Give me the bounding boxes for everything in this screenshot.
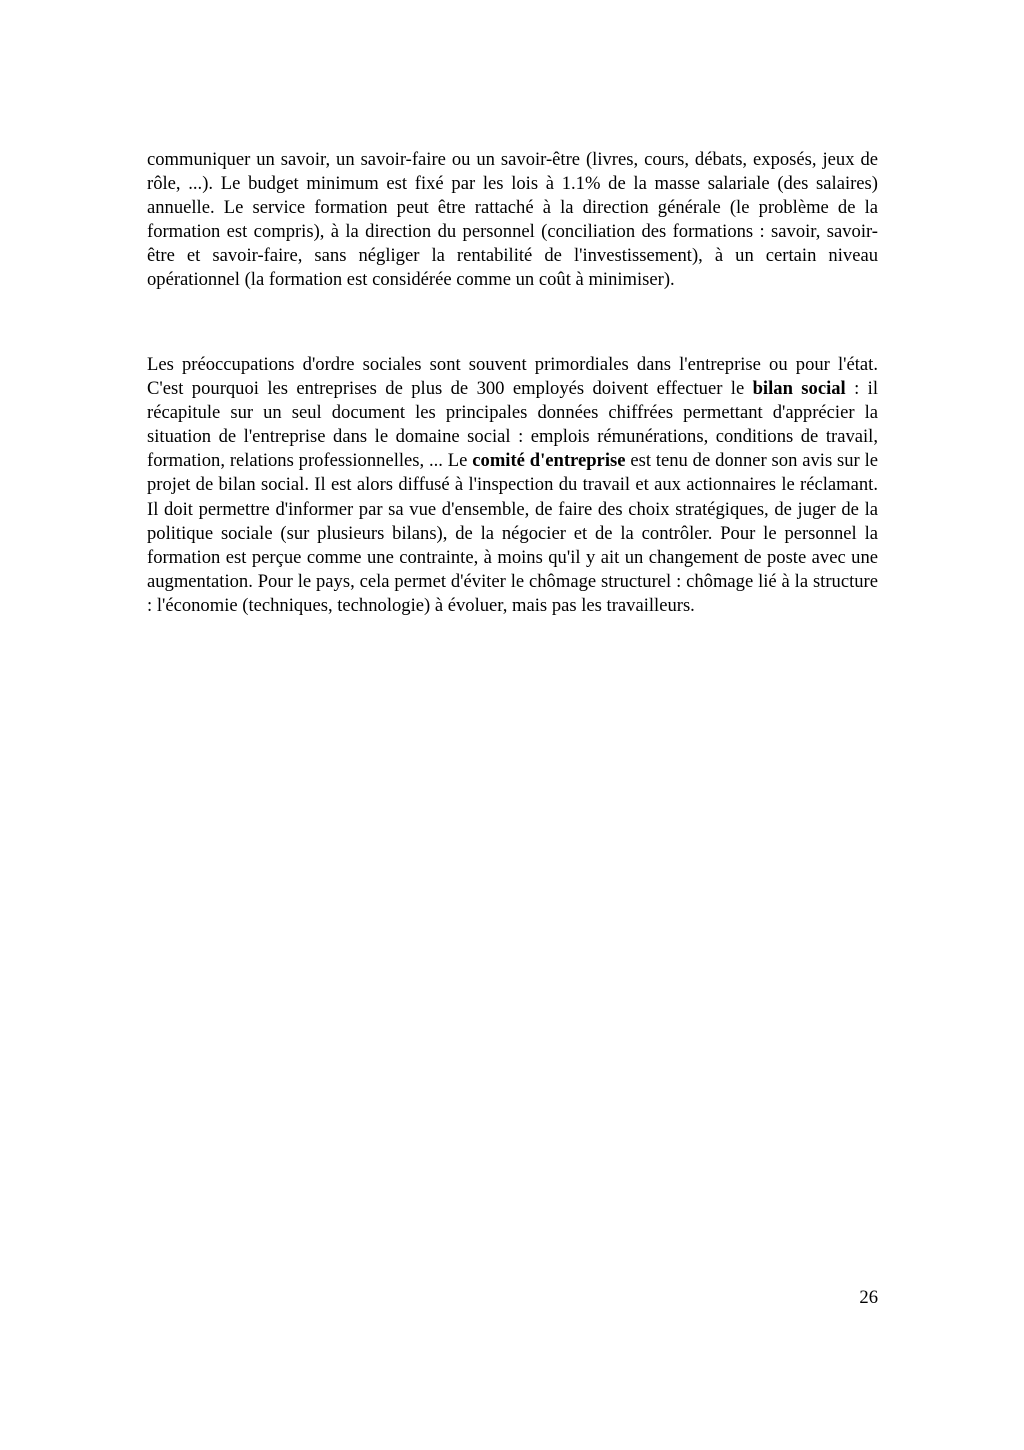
paragraph-text: : il récapitule sur un seul document les principales données chiffrées permettant d'apprécier la situation de l'entreprise dans le domaine social : emplois rémunérations, conditions de travail, formation, relations professionnelles, ... Le	[147, 378, 878, 472]
paragraph-text: Les préoccupations d'ordre sociales sont souvent primordiales dans l'entreprise ou pour l'état. C'est pourquoi les entreprises de plus de 300 employés doivent effectuer le	[147, 354, 878, 400]
term-comite-entreprise: comité d'entreprise	[472, 450, 626, 472]
paragraph-formation: communiquer un savoir, un savoir-faire ou un savoir-être (livres, cours, débats, exposés, jeux de rôle, ...). Le budget minimum est fixé par les lois à 1.1% de la masse salariale (des salaires) annuelle. Le service formation peut être rattaché à la direction générale (le problème de la formation est compris), à la direction du personnel (conciliation des formations : savoir, savoir-être et savoir-faire, sans négliger la rentabilité de l'investissement), à un certain niveau opérationnel (la formation est considérée comme un coût à minimiser).	[147, 149, 878, 291]
paragraph-bilan-social	[147, 353, 878, 618]
term-bilan-social: bilan social	[752, 378, 846, 400]
page-number: 26	[859, 1287, 878, 1308]
paragraph-text: est tenu de donner son avis sur le projet de bilan social. Il est alors diffusé à l'inspection du travail et aux actionnaires le réclamant. Il doit permettre d'informer par sa vue d'ensemble, de faire des choix stratégiques, de juger de la politique sociale (sur plusieurs bilans), de la négocier et de la contrôler. Pour le personnel la formation est perçue comme une contrainte, à moins qu'il y ait un changement de poste avec une augmentation. Pour le pays, cela permet d'éviter le chômage structurel : chômage lié à la structure : l'économie (techniques, technologie) à évoluer, mais pas les travailleurs.	[147, 450, 879, 616]
